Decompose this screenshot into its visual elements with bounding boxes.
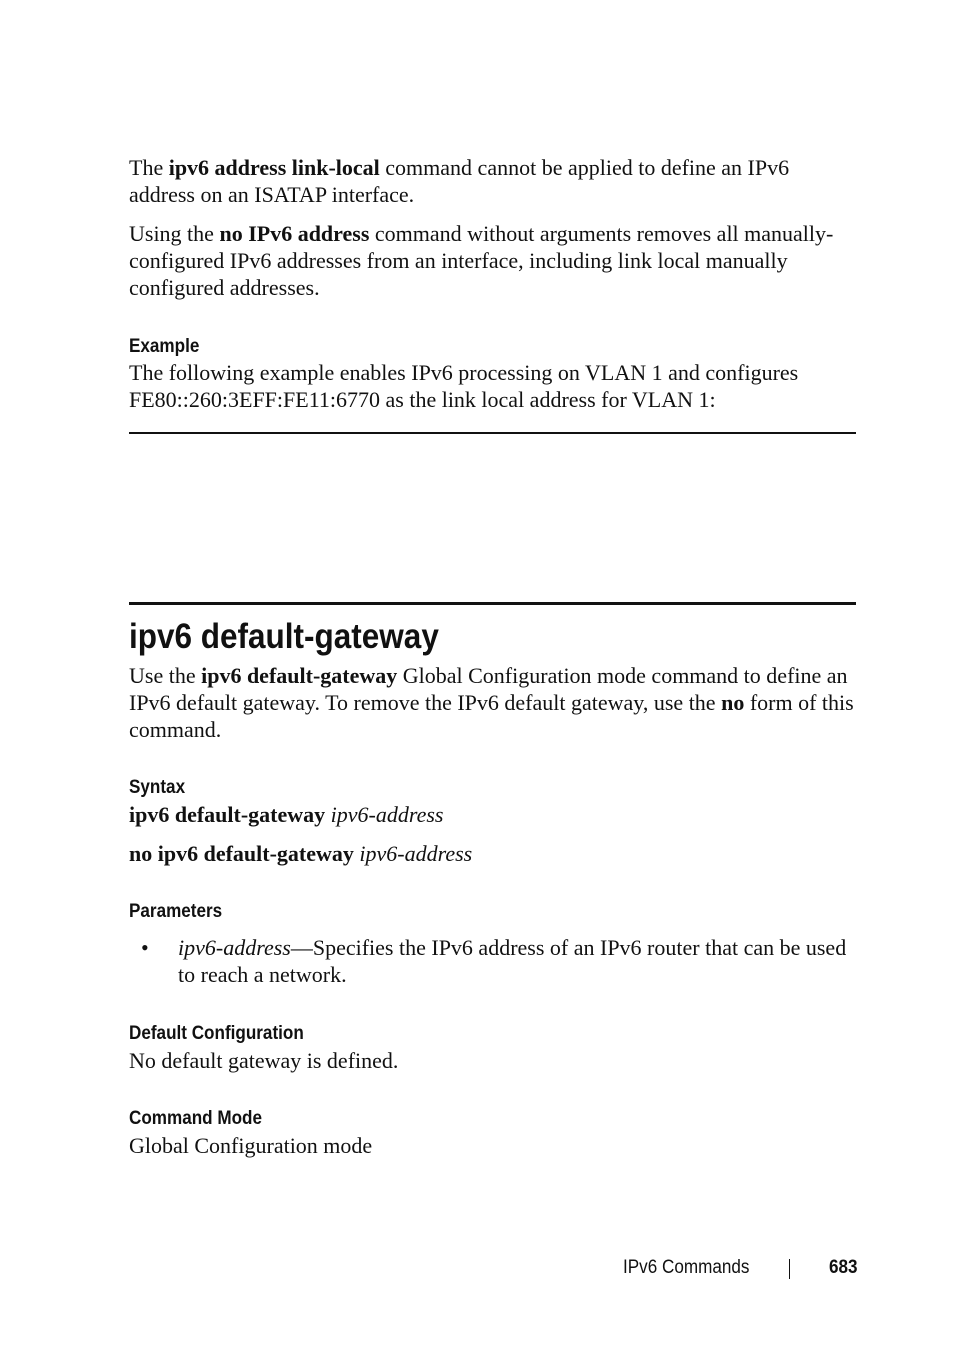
command-name: ipv6 address link-local bbox=[168, 155, 380, 180]
footer-chapter-title: IPv6 Commands bbox=[623, 1257, 750, 1278]
syntax-command: no ipv6 default-gateway bbox=[129, 841, 354, 866]
parameter-name: ipv6-address bbox=[178, 935, 291, 960]
syntax-line-1 bbox=[129, 801, 859, 828]
footer-separator bbox=[789, 1259, 790, 1279]
paragraph-link-local-note: The ipv6 address link-local command cannot be applied to define an IPv6 address on an ISATAP interface. bbox=[129, 155, 790, 207]
command-name: ipv6 default-gateway bbox=[201, 663, 398, 688]
parameters-heading: Parameters bbox=[129, 901, 223, 922]
example-text: The following example enables IPv6 processing on VLAN 1 and configures FE80::260:3EFF:FE11:6770 as the link local address for VLAN 1: bbox=[129, 360, 799, 412]
example-box-top-rule bbox=[129, 432, 856, 434]
paragraph-no-ipv6-address-note: Using the no IPv6 address command without arguments removes all manually-configured IPv6 addresses from an interface, including link local manually configured addresses. bbox=[129, 221, 834, 300]
section-top-rule bbox=[129, 602, 856, 605]
command-mode-heading: Command Mode bbox=[129, 1108, 263, 1129]
bullet-icon: • bbox=[141, 935, 149, 960]
parameter-description: ipv6-address—Specifies the IPv6 address of an IPv6 router that can be used to reach a network. bbox=[178, 935, 847, 987]
syntax-command: ipv6 default-gateway bbox=[129, 802, 326, 827]
syntax-argument: ipv6-address bbox=[330, 802, 444, 827]
syntax-argument: ipv6-address bbox=[359, 841, 473, 866]
syntax-line-2 bbox=[129, 840, 859, 867]
command-name: no IPv6 address bbox=[219, 221, 370, 246]
footer-page-number: 683 bbox=[829, 1257, 858, 1278]
default-configuration-text: No default gateway is defined. bbox=[129, 1048, 399, 1073]
section-title: ipv6 default-gateway bbox=[129, 617, 439, 656]
no-keyword: no bbox=[721, 690, 745, 715]
syntax-heading: Syntax bbox=[129, 777, 186, 798]
default-configuration-heading: Default Configuration bbox=[129, 1023, 304, 1044]
command-mode-text: Global Configuration mode bbox=[129, 1133, 373, 1158]
section-intro: Use the ipv6 default-gateway Global Configuration mode command to define an IPv6 default gateway. To remove the IPv6 default gateway, use the no form of this command. bbox=[129, 663, 854, 742]
example-heading: Example bbox=[129, 336, 200, 357]
